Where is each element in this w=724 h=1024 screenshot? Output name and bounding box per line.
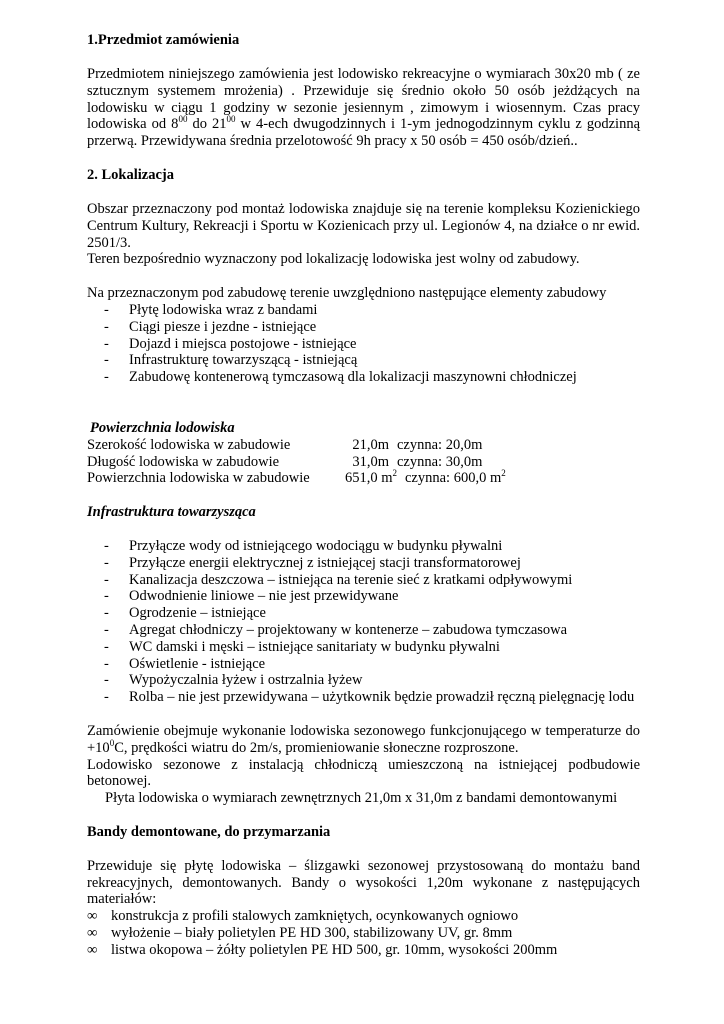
infinity-bullet-icon: ∞: [87, 941, 98, 958]
section2-heading: 2. Lokalizacja: [87, 166, 174, 183]
list-item: - Infrastrukturę towarzyszącą - istniejącą: [104, 352, 358, 369]
scope-refrigeration: Lodowisko sezonowe z instalacją chłodniczą umieszczoną na istniejącej podbudowie betonowej.: [87, 756, 640, 790]
infra-list: [87, 538, 640, 706]
materials-list: [87, 908, 640, 958]
infinity-bullet-icon: ∞: [87, 925, 98, 942]
scope-temperature: Zamówienie obejmuje wykonanie lodowiska sezonowego funkcjonującego w temperaturze do $+10^0C$, prędkości wiatru do 2m/s, promieniowanie słoneczne rozproszone.: [87, 722, 640, 756]
boards-intro: Przewiduje się płytę lodowiska – ślizgawki sezonowej przystosowaną do montażu band rekreacyjnych, demontowanych. Bandy o wysokości 1,20m wykonane z następujących materiałów:: [87, 857, 640, 908]
list-item: - Oświetlenie - istniejące: [104, 655, 266, 672]
document-page: [87, 32, 640, 959]
list-item: ∞ konstrukcja z profili stalowych zamkniętych, ocynkowanych ogniowo: [87, 908, 519, 925]
list-item: - Rolba – nie jest przewidywana – użytkownik będzie prowadził ręczną pielęgnację lodu: [104, 689, 635, 706]
infinity-bullet-icon: ∞: [87, 908, 98, 925]
location-paragraph: Obszar przeznaczony pod montaż lodowiska znajduje się na terenie kompleksu Kozienickiego Centrum Kultury, Rekreacji i Sportu w Kozienicach przy ul. Legionów 4, na działce o nr ewid. 2501/3.: [87, 200, 640, 251]
scope-dimensions: Płyta lodowiska o wymiarach zewnętrznych 21,0m x 31,0m z bandami demontowanymi: [105, 790, 618, 807]
boards-heading: Bandy demontowane, do przymarzania: [87, 823, 331, 840]
section1-paragraph: Przedmiotem niniejszego zamówienia jest lodowisko rekreacyjne o wymiarach 30x20 mb ( ze sztucznym systemem mrożenia) . Przewiduje się średnio około 50 osób jeżdżących na lodowisku w ciągu 1 godziny w sezonie jesiennym , zimowym i wiosennym. Czas pracy lodowiska od $8^{00}$ do $21^{00}$ w 4-ech dwugodzinnych i 1-ym jednogodzinnym cyklu z godzinną przerwą. Przewidywana średnia przelotowość 9h pracy x 50 osób = 450 osób/dzień..: [87, 66, 641, 150]
list-item: - Wypożyczalnia łyżew i ostrzalnia łyżew: [104, 672, 363, 689]
list-item: - Przyłącze energii elektrycznej z istniejącej stacji transformatorowej: [104, 554, 521, 571]
list-item: - Zabudowę kontenerową tymczasową dla lokalizacji maszynowni chłodniczej: [104, 369, 577, 386]
list-item: - Odwodnienie liniowe – nie jest przewidywane: [104, 588, 399, 605]
list-item: - WC damski i męski – istniejące sanitariaty w budynku pływalni: [104, 638, 500, 655]
surface-row-area: Powierzchnia lodowiska w zabudowie 651,0 $m^2$ czynna: 600,0 $m^2$: [87, 468, 506, 487]
list-item: - Płytę lodowiska wraz z bandami: [104, 301, 318, 318]
elements-list: [87, 302, 640, 386]
section1-heading: 1.Przedmiot zamówienia: [87, 32, 240, 48]
surface-row-width: Szerokość lodowiska w zabudowie 21,0m czynna: 20,0m: [87, 436, 483, 453]
list-item: - Dojazd i miejsca postojowe - istniejące: [104, 335, 357, 352]
surface-row-length: Długość lodowiska w zabudowie 31,0m czynna: 30,0m: [87, 453, 483, 470]
list-item: - Przyłącze wody od istniejącego wodociągu w budynku pływalni: [104, 537, 503, 554]
list-item: ∞ wyłożenie – biały polietylen PE HD 300, stabilizowany UV, gr. 8mm: [87, 925, 513, 942]
list-item: ∞ listwa okopowa – żółty polietylen PE HD 500, gr. 10mm, wysokości 200mm: [87, 941, 558, 958]
surface-heading: Powierzchnia lodowiska: [90, 419, 235, 436]
list-item: - Ciągi piesze i jezdne - istniejące: [104, 318, 317, 335]
list-item: - Ogrodzenie – istniejące: [104, 605, 266, 622]
site-free-paragraph: Teren bezpośrednio wyznaczony pod lokalizację lodowiska jest wolny od zabudowy.: [87, 251, 580, 268]
list-item: - Agregat chłodniczy – projektowany w kontenerze – zabudowa tymczasowa: [104, 621, 568, 638]
infra-heading: Infrastruktura towarzysząca: [87, 504, 256, 521]
list-item: - Kanalizacja deszczowa – istniejąca na terenie sieć z kratkami odpływowymi: [104, 571, 573, 588]
elements-intro: Na przeznaczonym pod zabudowę terenie uwzględniono następujące elementy zabudowy: [87, 285, 607, 302]
